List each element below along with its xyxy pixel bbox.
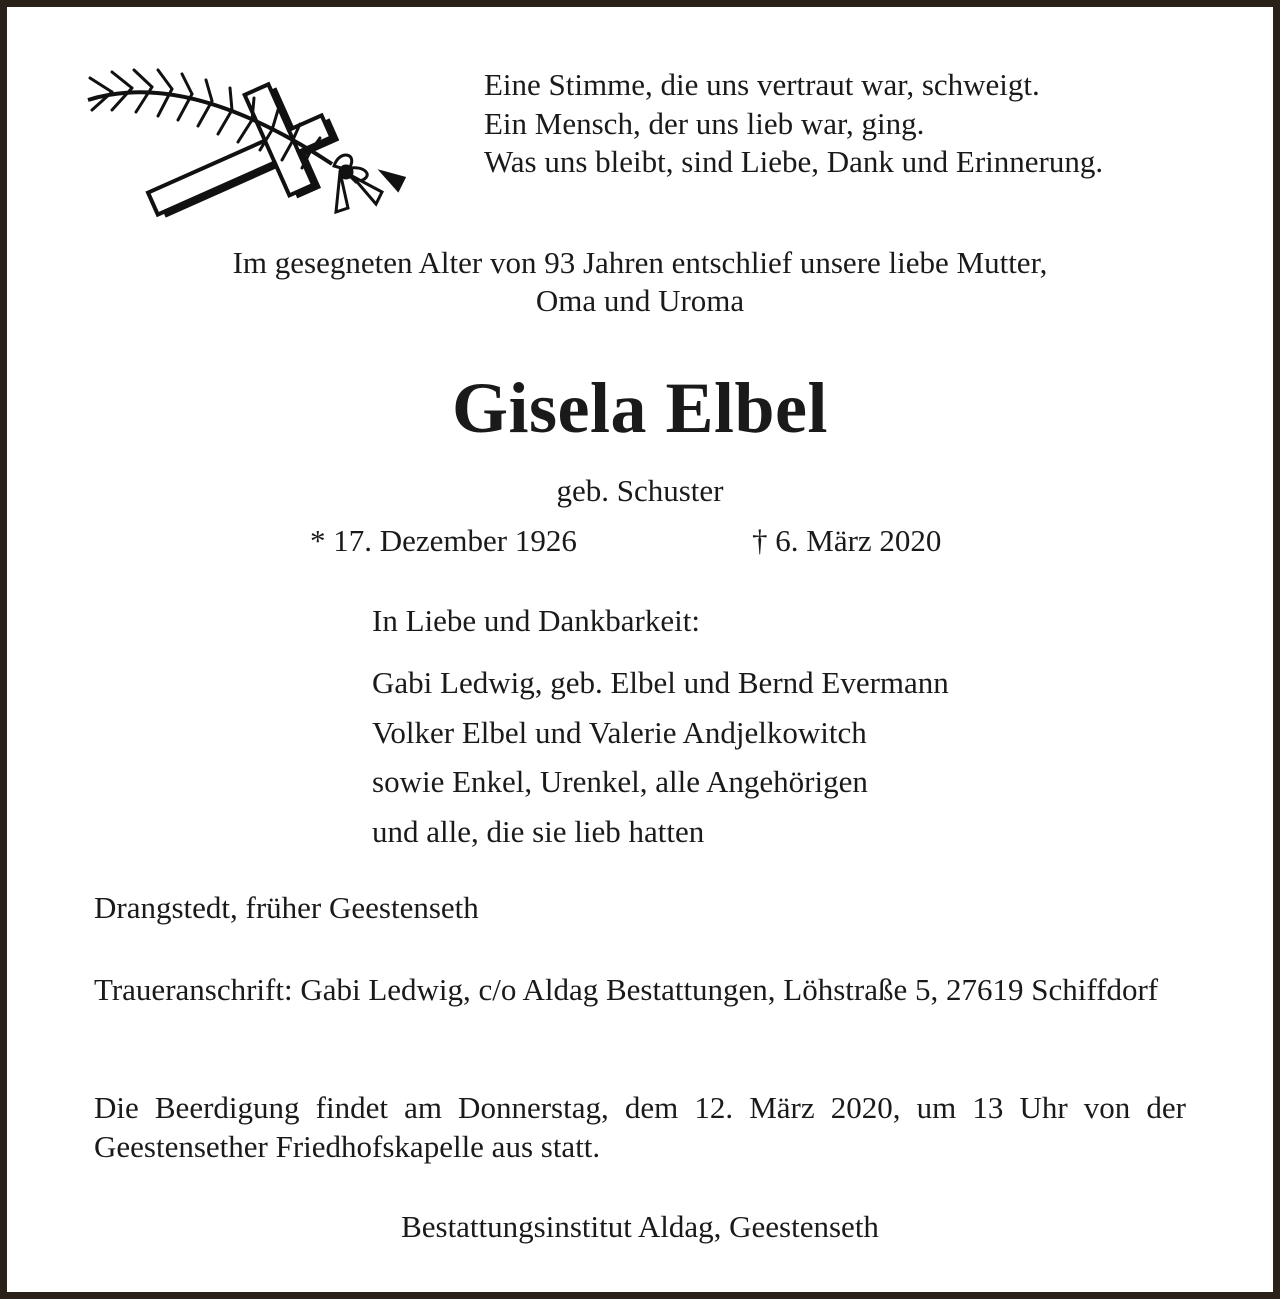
mourners-heading: In Liebe und Dankbarkeit:: [372, 603, 700, 638]
mourner-line: sowie Enkel, Urenkel, alle Angehörigen: [372, 764, 868, 799]
poem-line: Eine Stimme, die uns vertraut war, schweigt.: [484, 67, 1040, 102]
mourning-address: Traueranschrift: Gabi Ledwig, c/o Aldag Bestattungen, Löhstraße 5, 27619 Schiffdorf: [94, 972, 1159, 1007]
announcement-intro: [0, 244, 1280, 320]
funeral-info: Die Beerdigung findet am Donnerstag, dem 12. März 2020, um 13 Uhr von der Geestensether Friedhofskapelle aus statt.: [94, 1090, 1186, 1164]
mourner-line: Volker Elbel und Valerie Andjelkowitch: [372, 714, 867, 750]
memorial-poem: [484, 66, 1103, 182]
funeral-home: Bestattungsinstitut Aldag, Geestenseth: [401, 1209, 879, 1244]
birth-date: * 17. Dezember 1926: [310, 523, 577, 558]
mourner-line: Gabi Ledwig, geb. Elbel und Bernd Evermann: [372, 665, 949, 700]
mourners-list: [372, 602, 949, 856]
poem-line: Ein Mensch, der uns lieb war, ging.: [484, 105, 925, 141]
death-date: † 6. März 2020: [752, 523, 942, 558]
mourner-line: und alle, die sie lieb hatten: [372, 813, 705, 849]
deceased-name: Gisela Elbel: [451, 368, 829, 448]
intro-line: Im gesegneten Alter von 93 Jahren entschlief unsere liebe Mutter,: [232, 245, 1048, 280]
maiden-name: geb. Schuster: [556, 473, 724, 508]
cross-palm-branch-icon: [82, 66, 412, 218]
intro-line: Oma und Uroma: [535, 283, 745, 318]
place-of-residence: Drangstedt, früher Geestenseth: [94, 890, 479, 925]
poem-line: Was uns bleibt, sind Liebe, Dank und Erinnerung.: [484, 144, 1104, 179]
